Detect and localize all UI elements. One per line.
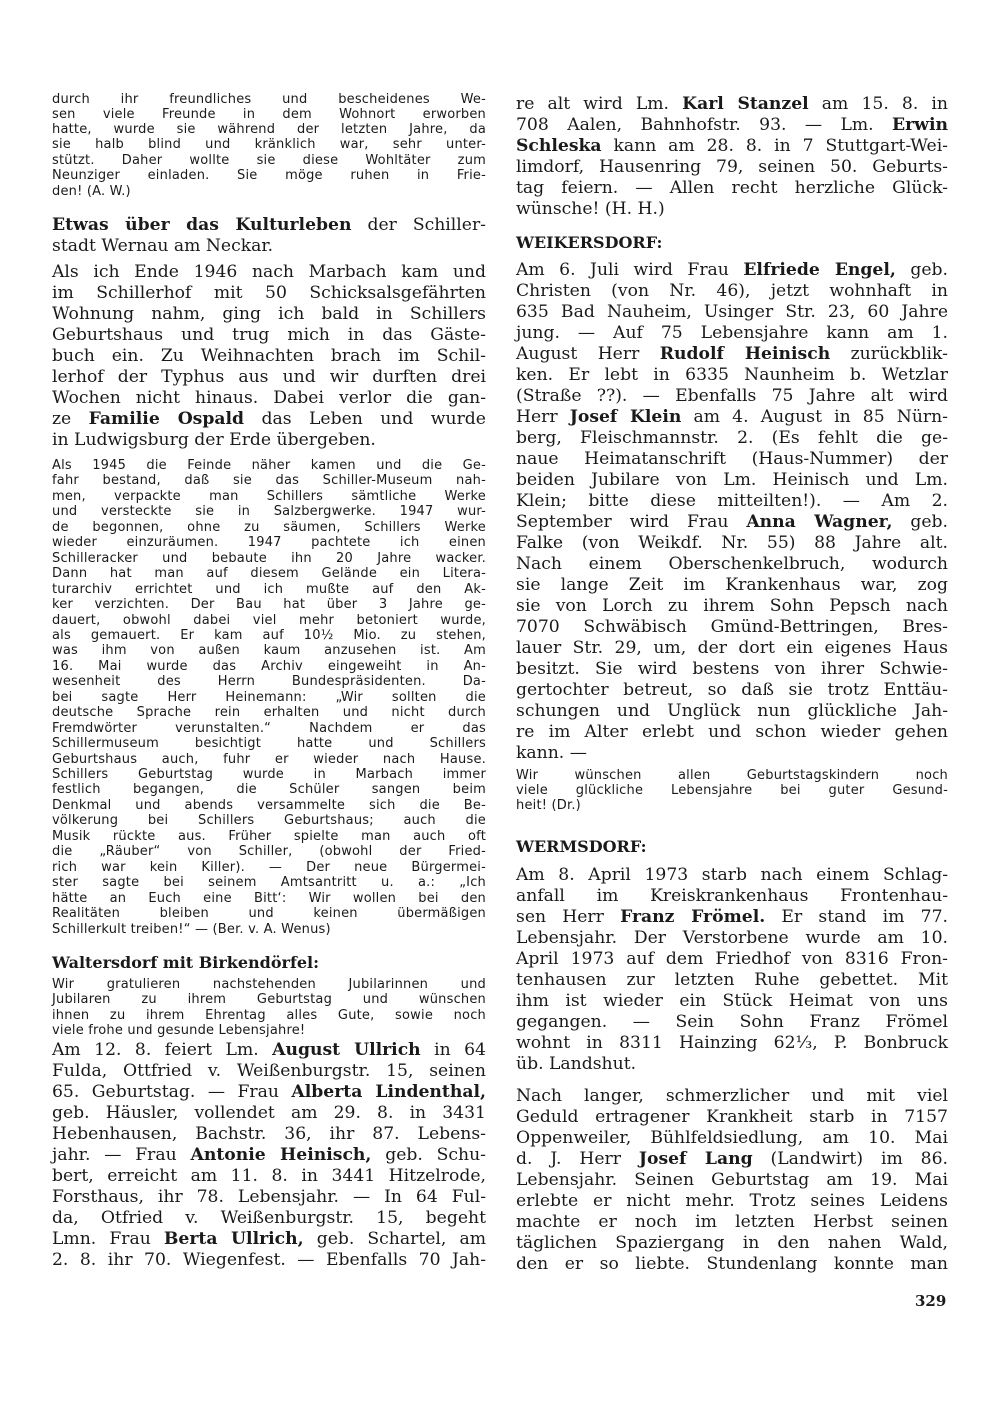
text-line: tenhausen zur letzten Ruhe gebettet. Mit: [516, 970, 948, 990]
text-line: Lebensjahr. Seinen Geburtstag am 19. Mai: [516, 1170, 948, 1190]
text-line: berg, Fleischmannstr. 2. (Es fehlt die ge-: [516, 428, 948, 448]
text-line: sie lange Zeit im Krankenhaus war, zog: [516, 575, 948, 595]
text-line: Herr Josef Klein am 4. August in 85 Nürn-: [516, 407, 948, 427]
text-line: machte er noch im letzten Herbst seinen: [516, 1212, 948, 1232]
section-heading-waltersdorf: Waltersdorf mit Birkendörfel:: [52, 953, 320, 972]
text-line: ker verzichten. Der Bau hat über 3 Jahre ge-: [52, 597, 486, 613]
text-line: deutsche Sprache rein erhalten und nicht durch: [52, 705, 486, 721]
text-line: 2. 8. ihr 70. Wiegenfest. — Ebenfalls 70 Jah-: [52, 1250, 486, 1270]
text-line: Jubilaren zu ihrem Geburtstag und wünschen: [52, 992, 486, 1007]
text-line: sie halb blind und kränklich war, sehr unter-: [52, 137, 486, 152]
name-elfriede-engel: Elfriede Engel,: [743, 260, 896, 280]
text-line: re im Alter erlebt und schon wieder gehen: [516, 722, 948, 742]
name-karl-stanzel: Karl Stanzel: [682, 94, 809, 114]
text-line: Geduld ertragener Krankheit starb in 7157: [516, 1107, 948, 1127]
text-line: den er so liebte. Stundenlang konnte man: [516, 1254, 948, 1274]
text-line: rich war kein Killer). — Der neue Bürgermei-: [52, 859, 486, 875]
article-title: [52, 215, 486, 236]
text-line: sen viele Freunde in dem Wohnort erworben: [52, 107, 486, 122]
text-line: April 1973 auf dem Friedhof von 8316 Fron-: [516, 949, 948, 969]
article-title-rest: der Schiller-: [351, 215, 486, 235]
text-line: fahr bestand, daß sie das Schiller-Museum nah-: [52, 473, 486, 489]
text-line: völkerung bei Schillers Geburtshaus; auch die: [52, 813, 486, 829]
text-line: Nach einem Oberschenkelbruch, wodurch: [516, 554, 948, 574]
name-berta-ullrich: Berta Ullrich,: [163, 1229, 304, 1249]
text-line: 708 Aalen, Bahnhofstr. 93. — Lm. Erwin: [516, 115, 948, 135]
text-line: Neunziger einladen. Sie möge ruhen in Frie-: [52, 168, 486, 183]
section-heading-weikersdorf: WEIKERSDORF:: [516, 233, 663, 252]
text-line: Wochen nicht hinaus. Dabei verlor die gan-: [52, 388, 486, 408]
text-line: tag feiern. — Allen recht herzliche Glück-: [516, 178, 948, 198]
text-line: Fulda, Ottfried v. Weißenburgstr. 15, seinen: [52, 1061, 486, 1081]
name-anna-wagner: Anna Wagner,: [746, 512, 893, 532]
text-line: buch ein. Zu Weihnachten brach im Schil-: [52, 346, 486, 366]
text-line: 65. Geburtstag. — Frau Alberta Lindenthal,: [52, 1082, 487, 1102]
text-line: üb. Landshut.: [516, 1054, 637, 1074]
text-line: Schleska kann am 28. 8. in 7 Stuttgart-Wei-: [516, 136, 948, 156]
text-line: schungen und Unglück nun glückliche Jah-: [516, 701, 948, 721]
text-line: beiden Jubilare von Lm. Heinisch und Lm.: [516, 470, 948, 490]
text-line: de begonnen, ohne zu säumen, Schillers Werke: [52, 519, 486, 535]
text-line: gegangen. — Sein Sohn Franz Frömel: [516, 1012, 948, 1032]
text-line: Klein; bitte diese mitteilten!). — Am 2.: [516, 491, 948, 511]
text-line: was ihm von außen kaum anzusehen ist. Am: [52, 643, 486, 659]
text-line: Falke (von Weikdf. Nr. 55) 88 Jahre alt.: [516, 533, 948, 553]
text-line: wohnt in 8311 Hainzing 62⅓, P. Bonbruck: [516, 1033, 948, 1053]
text-line: bert, erreicht am 11. 8. in 3441 Hitzelrode,: [52, 1166, 486, 1186]
text-line: turarchiv errichtet und ich mußte auf den Ak-: [52, 581, 486, 597]
text-line: 635 Bad Nauheim, Usinger Str. 23, 60 Jahre: [516, 302, 948, 322]
name-josef-lang: Josef Lang: [638, 1149, 753, 1169]
article-title-line2: stadt Wernau am Neckar.: [52, 236, 274, 256]
text-line: Schillerkult treiben!“ — (Ber. v. A. Wenus): [52, 921, 331, 937]
text-line: (Straße ??). — Ebenfalls 75 Jahre alt wird: [516, 386, 948, 406]
text-line: ihm ist wieder ein Stück Heimat von uns: [516, 991, 948, 1011]
name-august-ullrich: August Ullrich: [272, 1040, 421, 1060]
text-line: September wird Frau Anna Wagner, geb.: [516, 512, 948, 532]
text-line: durch ihr freundliches und bescheidenes We-: [52, 92, 486, 107]
text-line: besitzt. Sie wird bestens von ihrer Schwie-: [516, 659, 948, 679]
text-line: ster sagte bei seinem Amtsantritt u. a.: „Ich: [52, 875, 486, 891]
text-line: kann. —: [516, 743, 587, 763]
text-line: lauer Str. 29, um, der dort ein eigenes Haus: [516, 638, 948, 658]
text-line: viele glückliche Lebensjahre bei guter Gesund-: [516, 783, 948, 798]
text-line: Realitäten bleiben und keinen übermäßigen: [52, 906, 486, 922]
text-line: wünsche! (H. H.): [516, 199, 665, 219]
name-franz-froemel: Franz Frömel.: [620, 907, 766, 927]
text-line: Am 6. Juli wird Frau Elfriede Engel, geb.: [516, 260, 949, 280]
text-line: Dann hat man auf diesem Gelände ein Litera-: [52, 566, 486, 582]
text-line: Oppenweiler, Bühlfeldsiedlung, am 10. Mai: [516, 1128, 948, 1148]
text-line: Schilleracker und bebaute ihn 20 Jahre wacker.: [52, 550, 486, 566]
text-line: re alt wird Lm. Karl Stanzel am 15. 8. in: [516, 94, 948, 114]
text-line: wesenheit des Herrn Bundespräsidenten. Da-: [52, 674, 486, 690]
text-line: Fremdwörter verunstalten.“ Nachdem er das: [52, 720, 486, 736]
name-familie-ospald: Familie Ospald: [88, 409, 245, 429]
name-rudolf-heinisch: Rudolf Heinisch: [659, 344, 831, 364]
text-line: da, Otfried v. Weißenburgstr. 15, begeht: [52, 1208, 486, 1228]
text-line: gertochter betreut, so daß sie trotz Enttäu-: [516, 680, 948, 700]
text-line: stützt. Daher wollte sie diese Wohltäter zum: [52, 153, 486, 168]
text-line: die „Räuber“ von Schiller, (obwohl der Fried-: [52, 844, 486, 860]
section-heading-wermsdorf: WERMSDORF:: [516, 837, 647, 856]
text-line: 7070 Schwäbisch Gmünd-Bettringen, Bres-: [516, 617, 948, 637]
text-line: ken. Er lebt in 6335 Naunheim b. Wetzlar: [516, 365, 948, 385]
text-line: Als ich Ende 1946 nach Marbach kam und: [52, 262, 486, 282]
text-line: in Ludwigsburg der Erde übergeben.: [52, 430, 376, 450]
text-line: als gemauert. Er kam auf 10½ Mio. zu stehen,: [52, 627, 486, 643]
page-number: 329: [915, 1292, 947, 1310]
text-line: Geburtshaus auch, fuhr er wieder nach Hause.: [52, 751, 486, 767]
text-line: hatte, wurde sie während der letzten Jahre, da: [52, 122, 486, 137]
text-line: Schillermuseum besichtigt hatte und Schillers: [52, 736, 486, 752]
name-alberta-lindenthal: Alberta Lindenthal,: [291, 1082, 487, 1102]
name-erwin: Erwin: [892, 115, 948, 135]
text-line: festlich begangen, die Schüler sangen beim: [52, 782, 486, 798]
name-schleska: Schleska: [516, 136, 602, 156]
text-line: im Schillerhof mit 50 Schicksalsgefährten: [52, 283, 486, 303]
text-line: Lmn. Frau Berta Ullrich, geb. Schartel, am: [52, 1229, 486, 1249]
text-line: Musik rückte aus. Früher spielte man auch oft: [52, 828, 486, 844]
text-line: Wir gratulieren nachstehenden Jubilarinnen und: [52, 977, 486, 992]
text-line: sie von Lorch zu ihrem Sohn Pepsch nach: [516, 596, 948, 616]
text-line: jahr. — Frau Antonie Heinisch, geb. Schu-: [52, 1145, 486, 1165]
text-line: Am 12. 8. feiert Lm. August Ullrich in 64: [52, 1040, 486, 1060]
text-line: und versteckte sie in Salzbergwerke. 1947 wur-: [52, 504, 486, 520]
text-line: limdorf, Hausenring 79, seinen 50. Geburts-: [516, 157, 948, 177]
text-line: jung. — Auf 75 Lebensjahre kann am 1.: [516, 323, 948, 343]
text-line: viele frohe und gesunde Lebensjahre!: [52, 1023, 306, 1038]
text-line: Denkmal und abends versammelte sich die Be-: [52, 797, 486, 813]
text-line: 16. Mai wurde das Archiv eingeweiht in An-: [52, 658, 486, 674]
text-line: Schillers Geburtstag wurde in Marbach immer: [52, 767, 486, 782]
name-josef-klein: Josef Klein: [569, 407, 682, 427]
text-line: anfall im Kreiskrankenhaus Frontenhau-: [516, 886, 948, 906]
text-line: täglichen Spaziergang in den nahen Wald,: [516, 1233, 948, 1253]
text-line: wieder einzuräumen. 1947 pachtete ich einen: [52, 535, 486, 551]
text-line: Lebensjahr. Der Verstorbene wurde am 10.: [516, 928, 948, 948]
text-line: dauert, obwohl dabei viel mehr betoniert wurde,: [52, 612, 486, 628]
text-line: den! (A. W.): [52, 184, 131, 199]
text-line: Hebenhausen, Bachstr. 36, ihr 87. Lebens-: [52, 1124, 486, 1144]
text-line: lerhof der Typhus aus und wir durften drei: [52, 367, 486, 387]
text-line: geb. Häusler, vollendet am 29. 8. in 3431: [52, 1103, 486, 1123]
text-line: naue Heimatanschrift (Haus-Nummer) der: [516, 449, 948, 469]
text-line: Am 8. April 1973 starb nach einem Schlag-: [516, 865, 948, 885]
text-line: erlebte er nicht mehr. Trotz seines Leidens: [516, 1191, 948, 1211]
text-line: hätte an Euch eine Bitt‘: Wir wollen bei den: [52, 890, 486, 906]
text-line: ze Familie Ospald das Leben und wurde: [52, 409, 486, 429]
name-antonie-heinisch: Antonie Heinisch,: [190, 1145, 372, 1165]
text-line: sen Herr Franz Frömel. Er stand im 77.: [516, 907, 948, 927]
text-line: Geburtshaus und trug mich in das Gäste-: [52, 325, 486, 345]
text-line: Als 1945 die Feinde näher kamen und die Ge-: [52, 458, 486, 473]
article-title-bold: Etwas über das Kulturleben: [52, 215, 352, 235]
text-line: bei sagte Herr Heinemann: „Wir sollten die: [52, 689, 486, 705]
text-line: Nach langer, schmerzlicher und mit viel: [516, 1086, 948, 1106]
text-line: Wir wünschen allen Geburtstagskindern noch: [516, 768, 948, 783]
text-line: heit! (Dr.): [516, 798, 581, 813]
text-line: d. J. Herr Josef Lang (Landwirt) im 86.: [516, 1149, 948, 1169]
text-line: men, verpackte man Schillers sämtliche Werke: [52, 488, 486, 504]
text-line: Forsthaus, ihr 78. Lebensjahr. — In 64 Ful-: [52, 1187, 486, 1207]
text-line: ihnen zu ihrem Ehrentag alles Gute, sowie noch: [52, 1008, 486, 1023]
text-line: Wohnung nahm, ging ich bald in Schillers: [52, 304, 486, 324]
text-line: August Herr Rudolf Heinisch zurückblik-: [516, 344, 948, 364]
text-line: Christen (von Nr. 46), jetzt wohnhaft in: [516, 281, 948, 301]
